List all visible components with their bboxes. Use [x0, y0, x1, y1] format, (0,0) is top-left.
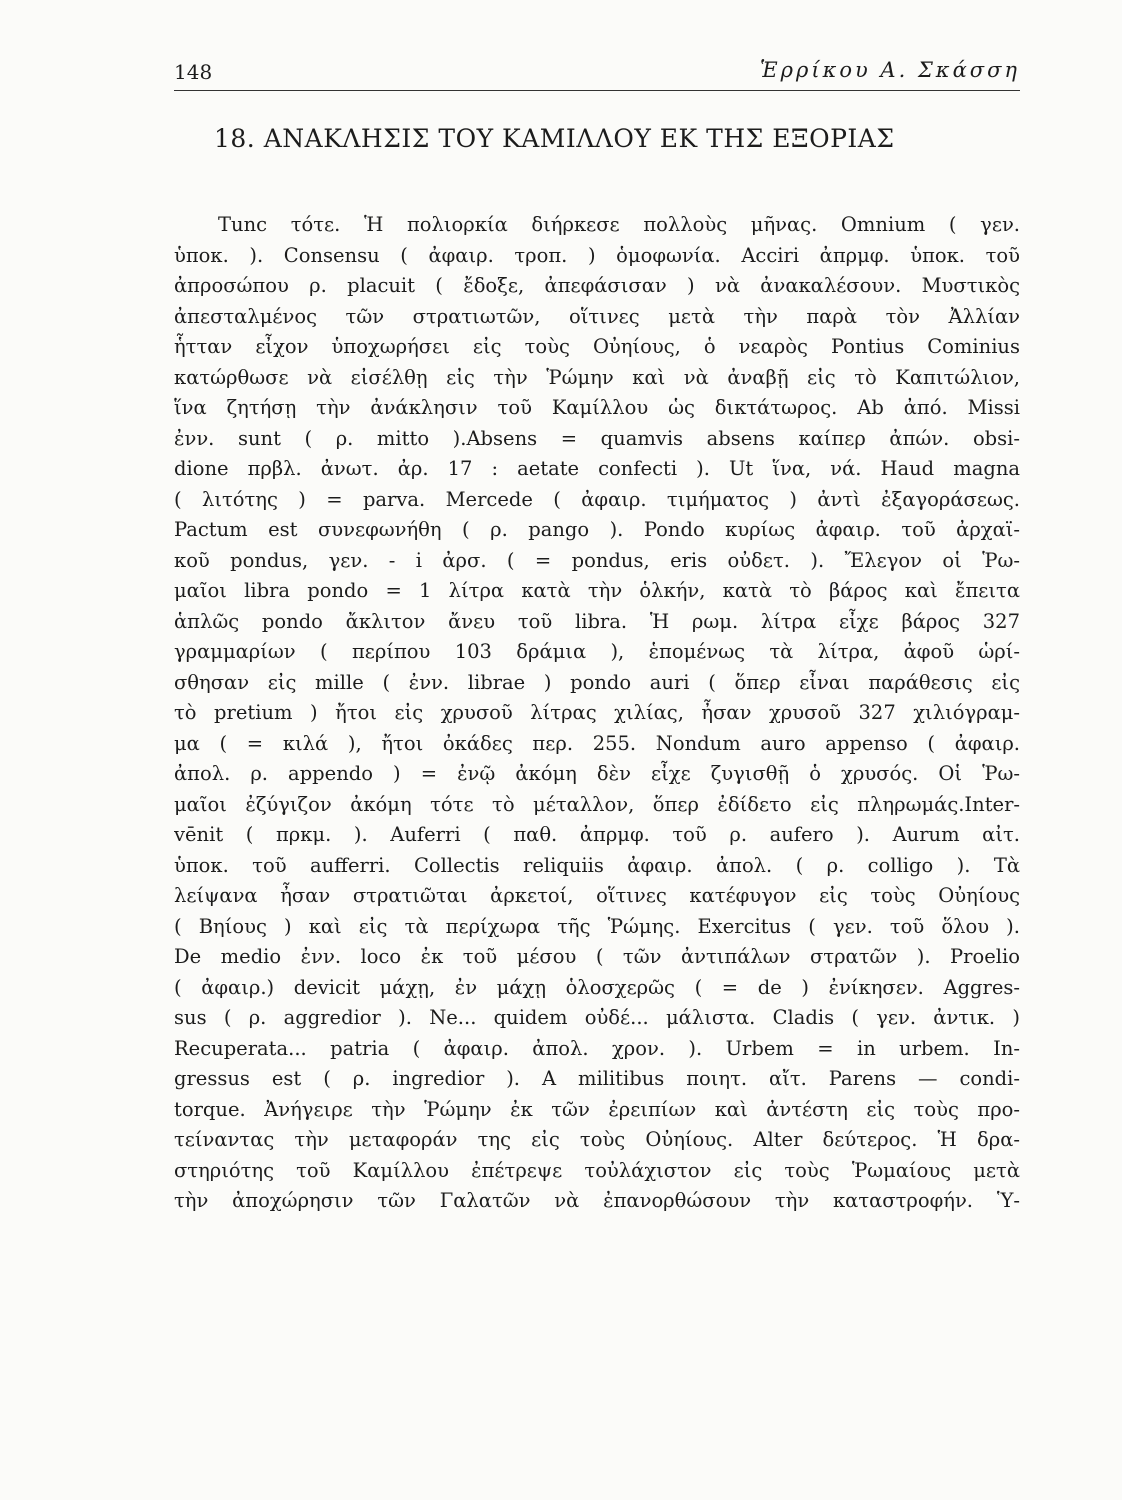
page-number: 148 [174, 60, 213, 84]
text-line: λείψανα ἦσαν στρατιῶται ἀρκετοί, οἵτινες κατέφυγον εἰς τοὺς Οὐηίους [174, 884, 1020, 907]
text-line: ἁπλῶς pondo ἄκλιτον ἄνευ τοῦ libra. Ἡ ρωμ. λίτρα εἶχε βάρος 327 [174, 609, 1020, 633]
text-line: Tunc τότε. Ἡ πολιορκία διήρκεσε πολλοὺς μῆνας. Omnium ( γεν. [218, 213, 1020, 236]
text-line: Pactum est συνεφωνήθη ( ρ. pango ). Pondo κυρίως ἀφαιρ. τοῦ ἀρχαϊ- [174, 518, 1020, 541]
text-line: ἀπεσταλμένος τῶν στρατιωτῶν, οἵτινες μετὰ τὴν παρὰ τὸν Ἀλλίαν [174, 304, 1020, 328]
text-line: ( ἀφαιρ.) devicit μάχῃ, ἐν μάχῃ ὁλοσχερῶς ( = de ) ἐνίκησεν. Aggres- [174, 975, 1020, 999]
text-line: ἐνν. sunt ( ρ. mitto ).Absens = quamvis absens καίπερ ἀπών. obsi- [174, 426, 1020, 450]
text-line: σθησαν εἰς mille ( ἐνν. librae ) pondo auri ( ὅπερ εἶναι παράθεσις εἰς [174, 670, 1020, 694]
text-line: dione πρβλ. ἀνωτ. ἀρ. 17 : aetate confecti ). Ut ἵνα, νά. Haud magna [174, 457, 1020, 480]
text-line: vēnit ( πρκμ. ). Auferri ( παθ. ἀπρμφ. τοῦ ρ. aufero ). Aurum αἰτ. [174, 823, 1020, 846]
text-line: κατώρθωσε νὰ εἰσέλθῃ εἰς τὴν Ῥώμην καὶ νὰ ἀναβῇ εἰς τὸ Καπιτώλιον, [174, 365, 1020, 389]
text-line: ἵνα ζητήσῃ τὴν ἀνάκλησιν τοῦ Καμίλλου ὡς δικτάτωρος. Ab ἀπό. Missi [174, 396, 1020, 419]
text-line: sus ( ρ. aggredior ). Ne... quidem οὐδέ... μάλιστα. Cladis ( γεν. ἀντικ. ) [174, 1006, 1020, 1029]
text-line: ὑποκ. ). Consensu ( ἀφαιρ. τροπ. ) ὁμοφωνία. Acciri ἀπρμφ. ὑποκ. τοῦ [174, 243, 1020, 267]
text-line: μα ( = κιλά ), ἤτοι ὀκάδες περ. 255. Nondum auro appenso ( ἀφαιρ. [174, 731, 1020, 755]
text-line: gressus est ( ρ. ingredior ). A militibus ποιητ. αἴτ. Parens — condi- [174, 1067, 1020, 1090]
page-header [174, 54, 1020, 91]
running-head: Ἑρρίκου Α. Σκάσση [759, 58, 1020, 82]
text-line: ὑποκ. τοῦ aufferri. Collectis reliquiis ἀφαιρ. ἀπολ. ( ρ. colligo ). Τὰ [174, 853, 1020, 877]
text-line: κοῦ pondus, γεν. - i ἀρσ. ( = pondus, eris οὐδετ. ). Ἔλεγον οἱ Ῥω- [174, 548, 1020, 572]
text-line: στηριότης τοῦ Καμίλλου ἐπέτρεψε τοὐλάχιστον εἰς τοὺς Ῥωμαίους μετὰ [174, 1158, 1020, 1182]
text-line: μαῖοι ἐζύγιζον ἀκόμη τότε τὸ μέταλλον, ὅπερ ἐδίδετο εἰς πληρωμάς.Inter- [174, 792, 1020, 816]
section-title: 18. ΑΝΑΚΛΗΣΙΣ ΤΟΥ ΚΑΜΙΛΛΟΥ ΕΚ ΤΗΣ ΕΞΟΡΙΑΣ [214, 124, 895, 153]
text-line: ἀπροσώπου ρ. placuit ( ἔδοξε, ἀπεφάσισαν ) νὰ ἀνακαλέσουν. Μυστικὸς [174, 274, 1020, 297]
text-line: De medio ἐνν. loco ἐκ τοῦ μέσου ( τῶν ἀντιπάλων στρατῶν ). Proelio [174, 945, 1020, 968]
commentary-body [174, 210, 1020, 1217]
text-line: ἀπολ. ρ. appendo ) = ἐνῷ ἀκόμη δὲν εἶχε ζυγισθῇ ὁ χρυσός. Οἱ Ῥω- [174, 762, 1020, 785]
text-line: ( Βηίους ) καὶ εἰς τὰ περίχωρα τῆς Ῥώμης. Exercitus ( γεν. τοῦ ὅλου ). [174, 914, 1020, 938]
text-line: torque. Ἀνήγειρε τὴν Ῥώμην ἐκ τῶν ἐρειπίων καὶ ἀντέστη εἰς τοὺς προ- [174, 1097, 1020, 1121]
text-line: τὴν ἀποχώρησιν τῶν Γαλατῶν νὰ ἐπανορθώσουν τὴν καταστροφήν. Ὑ- [174, 1189, 1020, 1212]
text-line: ἧτταν εἶχον ὑποχωρήσει εἰς τοὺς Οὐηίους, ὁ νεαρὸς Pontius Cominius [174, 335, 1020, 358]
text-line: τὸ pretium ) ἤτοι εἰς χρυσοῦ λίτρας χιλίας, ἦσαν χρυσοῦ 327 χιλιόγραμ- [174, 701, 1020, 724]
text-line: μαῖοι libra pondo = 1 λίτρα κατὰ τὴν ὁλκήν, κατὰ τὸ βάρος καὶ ἔπειτα [174, 579, 1020, 602]
text-line: τείναντας τὴν μεταφοράν της εἰς τοὺς Οὐηίους. Alter δεύτερος. Ἡ δρα- [174, 1128, 1020, 1151]
text-line: ( λιτότης ) = parva. Mercede ( ἀφαιρ. τιμήματος ) ἀντὶ ἐξαγοράσεως. [174, 487, 1020, 511]
text-line: γραμμαρίων ( περίπου 103 δράμια ), ἑπομένως τὰ λίτρα, ἀφοῦ ὡρί- [174, 640, 1020, 663]
text-line: Recuperata... patria ( ἀφαιρ. ἀπολ. χρον. ). Urbem = in urbem. In- [174, 1036, 1020, 1060]
